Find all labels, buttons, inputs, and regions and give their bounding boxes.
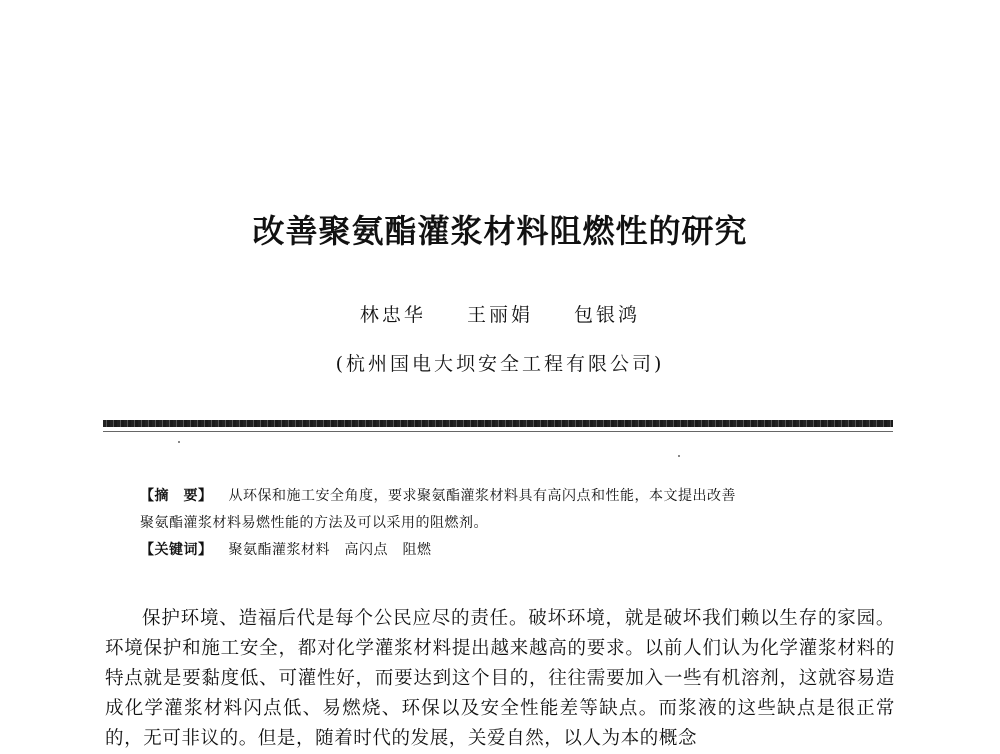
abstract-block: [140, 483, 860, 564]
paper-title: 改善聚氨酯灌浆材料阻燃性的研究: [252, 212, 748, 250]
author-name: 林忠华: [359, 304, 426, 326]
abstract-label: 【摘 要】: [140, 488, 213, 504]
abstract-text: 从环保和施工安全角度，要求聚氨酯灌浆材料具有高闪点和性能，本文提出改善: [228, 488, 736, 504]
keywords-line: [140, 537, 860, 564]
header-rule-thin: [103, 431, 893, 432]
author-list: [0, 300, 1000, 327]
header-rule-thick: [103, 420, 893, 427]
author-name: 王丽娟: [466, 304, 533, 326]
body-text: [105, 604, 895, 754]
abstract-line: [140, 483, 860, 510]
body-paragraph: 保护环境、造福后代是每个公民应尽的责任。破坏环境，就是破坏我们赖以生存的家园。环境保护和施工安全，都对化学灌浆材料提出越来越高的要求。以前人们认为化学灌浆材料的特点就是要黏度低、可灌性好，而要达到这个目的，往往需要加入一些有机溶剂，这就容易造成化学灌浆材料闪点低、易燃烧、环保以及安全性能差等缺点。而浆液的这些缺点是很正常的，无可非议的。但是，随着时代的发展，关爱自然，以人为本的概念: [105, 608, 895, 749]
scan-speck: [678, 455, 680, 457]
affiliation: (杭州国电大坝安全工程有限公司): [335, 353, 665, 375]
abstract-text-continued: 聚氨酯灌浆材料易燃性能的方法及可以采用的阻燃剂。: [140, 515, 488, 531]
keywords-text: 聚氨酯灌浆材料 高闪点 阻燃: [228, 542, 432, 558]
author-name: 包银鸿: [574, 304, 641, 326]
keywords-label: 【关键词】: [140, 542, 213, 558]
scan-speck: [178, 441, 180, 443]
